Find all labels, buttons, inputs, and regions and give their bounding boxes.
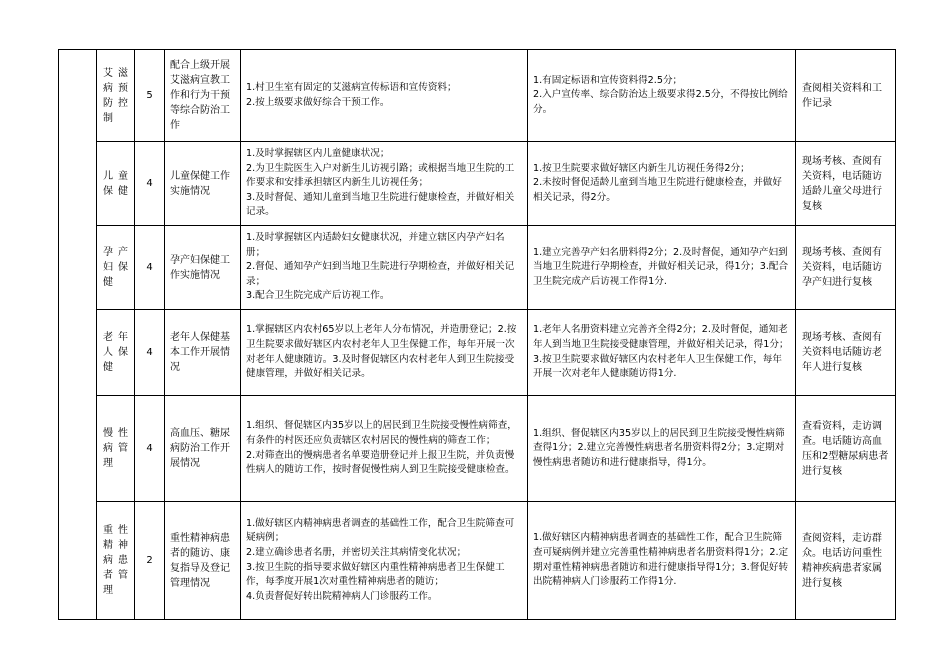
- score-cell: [135, 502, 165, 620]
- target-text: 老年人保健基本工作开展情况: [170, 332, 230, 373]
- score-cell: [135, 310, 165, 396]
- table-row: [59, 502, 896, 620]
- score-cell: [135, 142, 165, 226]
- content-line: 2.为卫生院医生入户对新生儿访视引路；或根据当地卫生院的工作要求和安排承担辖区内新生儿访视任务；: [246, 162, 515, 189]
- score-cell: [135, 396, 165, 502]
- content-line: 1.及时掌握辖区内儿童健康状况；: [246, 148, 390, 160]
- content-text: [241, 321, 527, 383]
- item-label: 艾滋病预防控制: [103, 67, 128, 124]
- content-line: 1.掌握辖区内农村65岁以上老年人分布情况，并造册登记；2.按卫生院要求做好辖区内农村老年人卫生保健工作，每年开展一次对老年人健康随访。3.及时督促辖区内农村老年人到卫生院接受健康管理，并做好相关记录。: [246, 324, 517, 380]
- target-text: 孕产妇保健工作实施情况: [170, 254, 230, 281]
- item-label: 孕产妇保健: [103, 247, 128, 288]
- standard-cell: [528, 50, 796, 142]
- content-cell: [241, 502, 528, 620]
- item-cell: [97, 502, 135, 620]
- target-cell: [165, 310, 241, 396]
- target-text: 儿童保健工作实施情况: [170, 170, 230, 197]
- table-row: [59, 142, 896, 226]
- score-value: 5: [146, 90, 153, 101]
- content-cell: [241, 142, 528, 226]
- content-cell: [241, 50, 528, 142]
- table-row: [59, 310, 896, 396]
- target-text: 高血压、糖尿病防治工作开展情况: [170, 428, 230, 469]
- standard-line: 1.建立完善孕产妇名册料得2分；2.及时督促，通知孕产妇到当地卫生院进行孕期检查，并做好相关记录，得1分；3.配合卫生院完成产后访视工作得1分.: [533, 246, 789, 287]
- method-cell: [796, 142, 896, 226]
- content-line: 1.做好辖区内精神病患者调查的基础性工作，配合卫生院筛查可疑病例；: [246, 517, 515, 544]
- score-value: 4: [146, 262, 153, 273]
- target-text: 重性精神病患者的随访、康复指导及登记管理情况: [170, 532, 230, 589]
- item-label: 重性精神病患者管理: [103, 525, 128, 596]
- content-line: 1.及时掌握辖区内适龄妇女健康状况，并建立辖区内孕产妇名册；: [246, 232, 505, 258]
- item-cell: [97, 226, 135, 310]
- standard-cell: [528, 396, 796, 502]
- standard-text: [528, 72, 795, 120]
- category-cell: [59, 50, 97, 620]
- content-line: 2.督促、通知孕产妇到当地卫生院进行孕期检查，并做好相关记录；: [246, 261, 515, 287]
- item-cell: [97, 396, 135, 502]
- score-value: 4: [146, 347, 153, 358]
- item-label: 老年人保健: [103, 332, 128, 373]
- standard-cell: [528, 226, 796, 310]
- standard-line: 1.有固定标语和宣传资料得2.5分；: [533, 74, 683, 86]
- target-cell: [165, 396, 241, 502]
- content-line: 3.及时督促、通知儿童到当地卫生院进行健康检查，并做好相关记录。: [246, 191, 515, 218]
- method-cell: [796, 310, 896, 396]
- content-text: [241, 417, 527, 479]
- content-text: [241, 515, 527, 607]
- content-line: 1.组织、督促辖区内35岁以上的居民到卫生院接受慢性病筛查，有条件的村医还应负责辖区农村居民的慢性病的筛查工作；: [246, 420, 517, 446]
- content-text: [241, 79, 527, 112]
- assessment-table: [58, 49, 896, 620]
- table-row: [59, 50, 896, 142]
- content-text: [241, 145, 527, 222]
- target-cell: [165, 502, 241, 620]
- standard-line: 1.做好辖区内精神病患者调查的基础性工作，配合卫生院筛查可疑病例并建立完善重性精神病患者名册资料得1分；2.定期对重性精神病患者随访和进行健康指导得1分；3.督促好转出院精神病人门诊服药工作得1分.: [533, 532, 789, 588]
- content-cell: [241, 310, 528, 396]
- item-cell: [97, 142, 135, 226]
- method-cell: [796, 50, 896, 142]
- standard-text: [528, 321, 795, 383]
- content-line: 1.村卫生室有固定的艾滋病宣传标语和宣传资料；: [246, 81, 457, 93]
- method-text: 现场考核、查阅有关资料，电话随访孕产妇进行复核: [802, 247, 882, 288]
- score-cell: [135, 226, 165, 310]
- content-line: 3.按卫生院的指导要求做好辖区内重性精神病患者卫生保健工作，每季度开展1次对重性精神病患者的随访；: [246, 561, 505, 588]
- standard-cell: [528, 310, 796, 396]
- method-text: 查阅相关资料和工作记录: [802, 82, 882, 109]
- table-row: [59, 226, 896, 310]
- target-cell: [165, 142, 241, 226]
- content-line: 4.负责督促好转出院精神病人门诊服药工作。: [246, 590, 438, 602]
- standard-line: 1.按卫生院要求做好辖区内新生儿访视任务得2分；: [533, 162, 750, 174]
- standard-text: [528, 244, 795, 292]
- standard-line: 1.组织、督促辖区内35岁以上的居民到卫生院接受慢性病筛查得1分；2.建立完善慢性病患者名册资料得2分；3.定期对慢性病患者随访和进行健康指导，得1分。: [533, 427, 785, 468]
- method-text: 查阅资料，走访群众。电话访问重性精神疾病患者家属进行复核: [802, 532, 882, 589]
- content-line: 3.配合卫生院完成产后访视工作。: [246, 290, 390, 302]
- content-line: 2.按上级要求做好综合干预工作。: [246, 96, 390, 108]
- method-text: 查看资料，走访调查。电话随访高血压和2型糖尿病患者进行复核: [802, 420, 889, 477]
- content-text: [241, 229, 527, 306]
- method-cell: [796, 226, 896, 310]
- content-cell: [241, 396, 528, 502]
- item-cell: [97, 310, 135, 396]
- item-label: 儿童保健: [103, 170, 128, 197]
- standard-text: [528, 529, 795, 591]
- method-cell: [796, 396, 896, 502]
- content-line: 2.建立确诊患者名册，并密切关注其病情变化状况；: [246, 546, 467, 558]
- content-line: 2.对筛查出的慢病患者名单要造册登记并上报卫生院，并负责慢性病人的随访工作，按时督促慢性病人到卫生院接受健康检查。: [246, 449, 515, 476]
- method-text: 现场考核、查阅有关资料，电话随访适龄儿童父母进行复核: [802, 155, 882, 212]
- method-cell: [796, 502, 896, 620]
- target-cell: [165, 50, 241, 142]
- target-cell: [165, 226, 241, 310]
- standard-line: 2.入户宣传率、综合防治达上级要求得2.5分，不得按比例给分。: [533, 89, 788, 115]
- item-cell: [97, 50, 135, 142]
- content-cell: [241, 226, 528, 310]
- standard-line: 2.未按时督促适龄儿童到当地卫生院进行健康检查，并做好相关记录，得2分。: [533, 177, 782, 203]
- standard-cell: [528, 502, 796, 620]
- score-cell: [135, 50, 165, 142]
- standard-line: 1.老年人名册资料建立完善齐全得2分；2.及时督促，通知老年人到当地卫生院接受健康管理，并做好相关记录，得1分；3.按卫生院要求做好辖区内农村老年人卫生保健工作，每年开展一次对老年人健康随访得1分.: [533, 324, 789, 380]
- score-value: 4: [146, 178, 153, 189]
- standard-cell: [528, 142, 796, 226]
- score-value: 2: [146, 555, 153, 566]
- table-row: [59, 396, 896, 502]
- target-text: 配合上级开展艾滋病宣教工作和行为干预等综合防治工作: [170, 60, 230, 131]
- standard-text: [528, 425, 795, 473]
- standard-text: [528, 160, 795, 208]
- method-text: 现场考核、查阅有关资料电话随访老年人进行复核: [802, 332, 882, 373]
- item-label: 慢性病管理: [103, 428, 128, 469]
- score-value: 4: [146, 443, 153, 454]
